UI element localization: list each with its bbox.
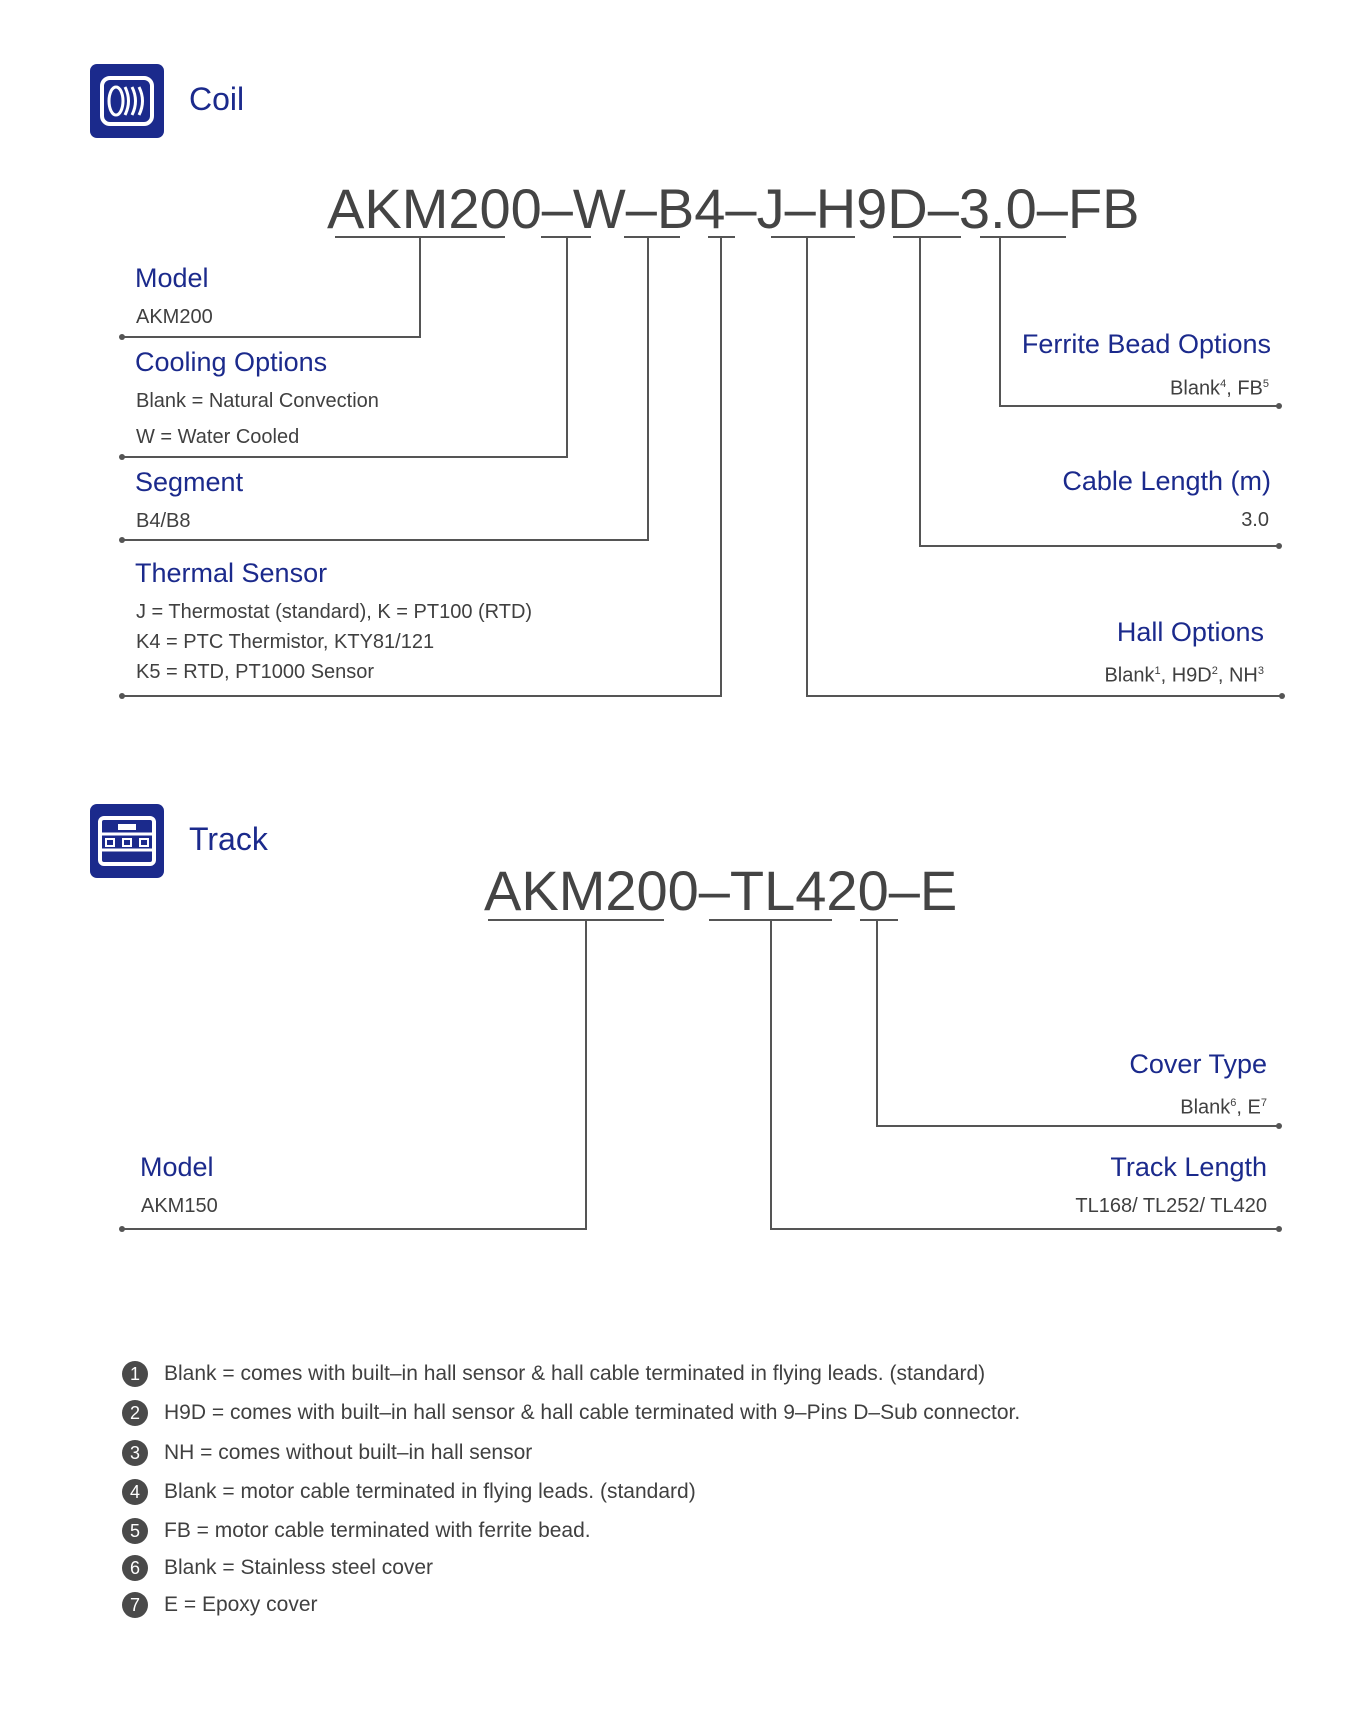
hall-options-label: Hall Options [1116, 617, 1264, 647]
footnote-6 [122, 1553, 433, 1583]
track-icon [90, 804, 164, 878]
footnote-5 [122, 1516, 591, 1546]
coil-title: Coil [189, 81, 245, 117]
segment-value: B4/B8 [136, 510, 191, 532]
footnote-7 [122, 1590, 318, 1620]
track-model-label: Model [140, 1152, 214, 1182]
thermal-option-1: J = Thermostat (standard), K = PT100 (RTD) [136, 601, 533, 623]
footnote-text: Blank = motor cable terminated in flying leads. (standard) [164, 1480, 696, 1503]
footnote-number: 2 [122, 1400, 148, 1426]
cable-length-label: Cable Length (m) [1062, 466, 1271, 496]
footnote-number: 4 [122, 1479, 148, 1505]
footnote-number: 3 [122, 1440, 148, 1466]
footnote-number: 7 [122, 1592, 148, 1618]
footnote-number: 1 [122, 1361, 148, 1387]
thermal-option-3: K5 = RTD, PT1000 Sensor [136, 661, 375, 683]
cover-type-label: Cover Type [1129, 1049, 1267, 1079]
segment-label: Segment [135, 467, 244, 497]
footnote-text: E = Epoxy cover [164, 1593, 318, 1616]
footnote-1 [122, 1359, 985, 1389]
cooling-options-label: Cooling Options [135, 347, 328, 377]
footnote-4 [122, 1477, 696, 1507]
track-part-code: AKM200–TL420–E [484, 859, 958, 922]
ferrite-bead-label: Ferrite Bead Options [1021, 329, 1271, 359]
footnote-text: Blank = comes with built–in hall sensor & hall cable terminated in flying leads. (standard) [164, 1362, 986, 1385]
footnote-number: 6 [122, 1555, 148, 1581]
footnote-2 [122, 1398, 1020, 1428]
thermal-option-2: K4 = PTC Thermistor, KTY81/121 [136, 631, 435, 653]
coil-icon [90, 64, 164, 138]
footnote-3 [122, 1438, 532, 1468]
cable-length-value: 3.0 [1241, 509, 1269, 531]
track-length-label: Track Length [1110, 1152, 1267, 1182]
cooling-option-1: Blank = Natural Convection [136, 390, 379, 412]
coil-model-label: Model [135, 263, 209, 293]
footnote-text: Blank = Stainless steel cover [164, 1556, 434, 1579]
coil-model-value: AKM200 [136, 306, 213, 328]
hall-options-values: Blank$^1$, $H9D^2$, $NH^3$ [1104, 664, 1264, 687]
ferrite-bead-values: Blank$^4$, $FB^5$ [1170, 377, 1269, 400]
footnote-text: FB = motor cable terminated with ferrite bead. [164, 1519, 591, 1542]
track-title: Track [189, 821, 268, 857]
cover-type-values: Blank$^6$, $E^7$ [1180, 1096, 1267, 1119]
track-length-value: TL168/ TL252/ TL420 [1075, 1195, 1267, 1217]
coil-part-code: AKM200–W–B4–J–H9D–3.0–FB [327, 177, 1140, 240]
cooling-option-2: W = Water Cooled [136, 426, 300, 448]
track-model-value: AKM150 [141, 1195, 218, 1217]
footnote-number: 5 [122, 1518, 148, 1544]
thermal-sensor-label: Thermal Sensor [135, 558, 328, 588]
footnote-text: H9D = comes with built–in hall sensor & hall cable terminated with 9–Pins D–Sub connector. [164, 1401, 1021, 1424]
footnote-text: NH = comes without built–in hall sensor [164, 1441, 533, 1464]
